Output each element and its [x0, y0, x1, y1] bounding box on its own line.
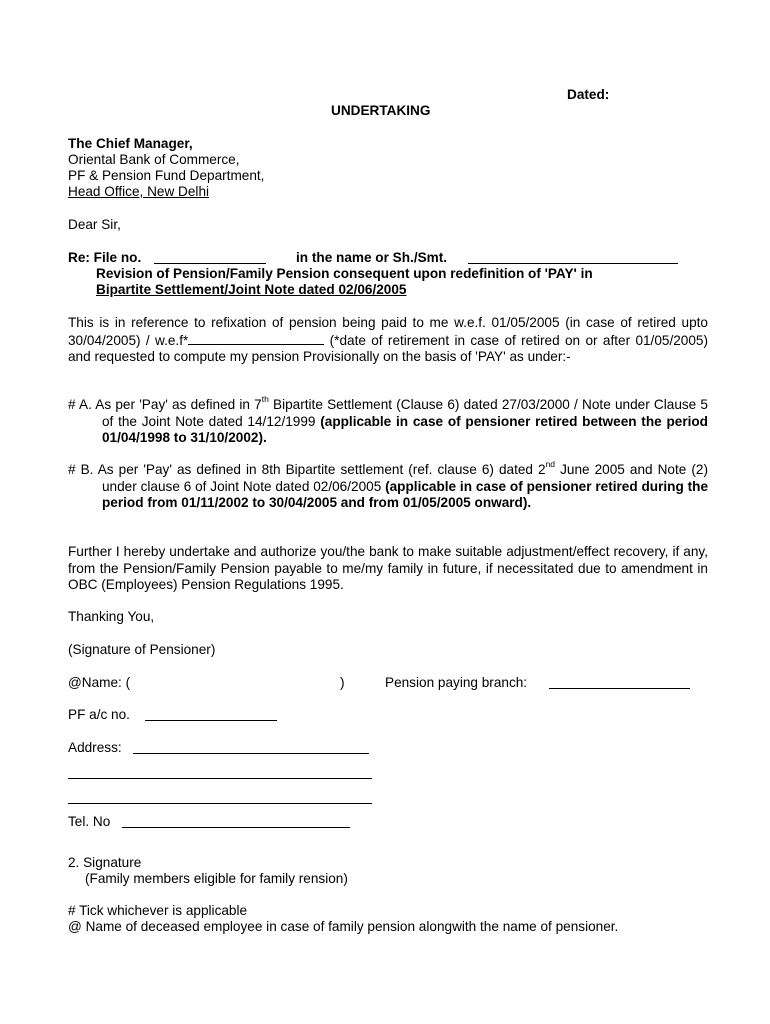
option-a-text: # A. As per 'Pay' as defined in 7 — [68, 397, 262, 412]
undertaking-paragraph: Further I hereby undertake and authorize you/the bank to make suitable adjustment/effect recovery, if any, from the Pension/Family Pension payable to me/my family in future, if necessitated due to amendment in OBC (Employees) Pension Regulations 1995. — [68, 544, 708, 592]
option-a-applicability: (applicable in case of pensioner retired between the period 01/04/1998 to 31/10/2002). — [102, 413, 708, 445]
address-blank — [68, 765, 372, 779]
option-b-superscript: nd — [545, 459, 556, 470]
option-a-superscript: th — [261, 394, 269, 405]
option-b-applicability: (applicable in case of pensioner retired during the period from 01/11/2002 to 30/04/2005 and from 01/05/2005 onward). — [102, 478, 709, 510]
branch-blank — [549, 675, 690, 689]
salutation: Dear Sir, — [68, 217, 121, 232]
addressee-line: Oriental Bank of Commerce, — [68, 152, 240, 167]
subject-line: Revision of Pension/Family Pension consequent upon redefinition of 'PAY' in — [96, 266, 593, 281]
reference-paragraph — [68, 315, 708, 366]
subject-file-label: Re: File no. — [68, 250, 142, 265]
reference-text: This is in reference to refixation of pension being paid to me w.e.f. 01/05/2005 (in case of retired upto 30/04/2005) / w.e.f* — [68, 315, 708, 348]
signature-of-pensioner: (Signature of Pensioner) — [68, 642, 216, 657]
pf-blank — [145, 707, 277, 721]
subject-name-label: in the name or Sh./Smt. — [296, 250, 448, 265]
option-b-paragraph — [68, 459, 709, 512]
name-field-label: @Name: ( — [68, 675, 131, 690]
file-no-blank — [154, 250, 266, 264]
addressee-line: PF & Pension Fund Department, — [68, 168, 265, 183]
name-field-close: ) — [340, 675, 345, 690]
address-blank — [68, 790, 372, 804]
addressee-line: Head Office, New Delhi — [68, 184, 210, 199]
option-a-paragraph — [68, 394, 708, 447]
option-a-text: Bipartite Settlement (Clause 6) dated 27/03/2000 / Note under Clause 5 of the Joint Note dated 14/12/1999 — [102, 397, 708, 429]
tel-blank — [122, 814, 350, 828]
tel-field-label: Tel. No — [68, 814, 111, 829]
footnote: @ Name of deceased employee in case of family pension alongwith the name of pensioner. — [68, 919, 619, 934]
dated-label: Dated: — [567, 87, 610, 102]
addressee-line: The Chief Manager, — [68, 136, 193, 151]
option-b-text: # B. As per 'Pay' as defined in 8th Bipartite settlement (ref. clause 6) dated 2 — [68, 462, 546, 477]
pf-field-label: PF a/c no. — [68, 707, 130, 722]
address-field-label: Address: — [68, 740, 122, 755]
wef-date-blank — [188, 332, 324, 345]
subject-line: Bipartite Settlement/Joint Note dated 02/06/2005 — [96, 282, 407, 297]
branch-field-label: Pension paying branch: — [385, 675, 528, 690]
closing: Thanking You, — [68, 609, 155, 624]
name-blank — [468, 250, 678, 264]
reference-text: (*date of retirement in case of retired on or after 01/05/2005) and requested to compute my pension Provisionally on the basis of 'PAY' as under:- — [68, 332, 709, 364]
document-title: UNDERTAKING — [331, 103, 431, 118]
footnote: # Tick whichever is applicable — [68, 903, 248, 918]
signature2-label: 2. Signature — [68, 855, 142, 870]
option-b-text: June 2005 and Note (2) under clause 6 of Joint Note dated 02/06/2005 — [102, 462, 708, 494]
signature2-note: (Family members eligible for family rension) — [85, 871, 348, 886]
address-blank — [133, 740, 369, 754]
